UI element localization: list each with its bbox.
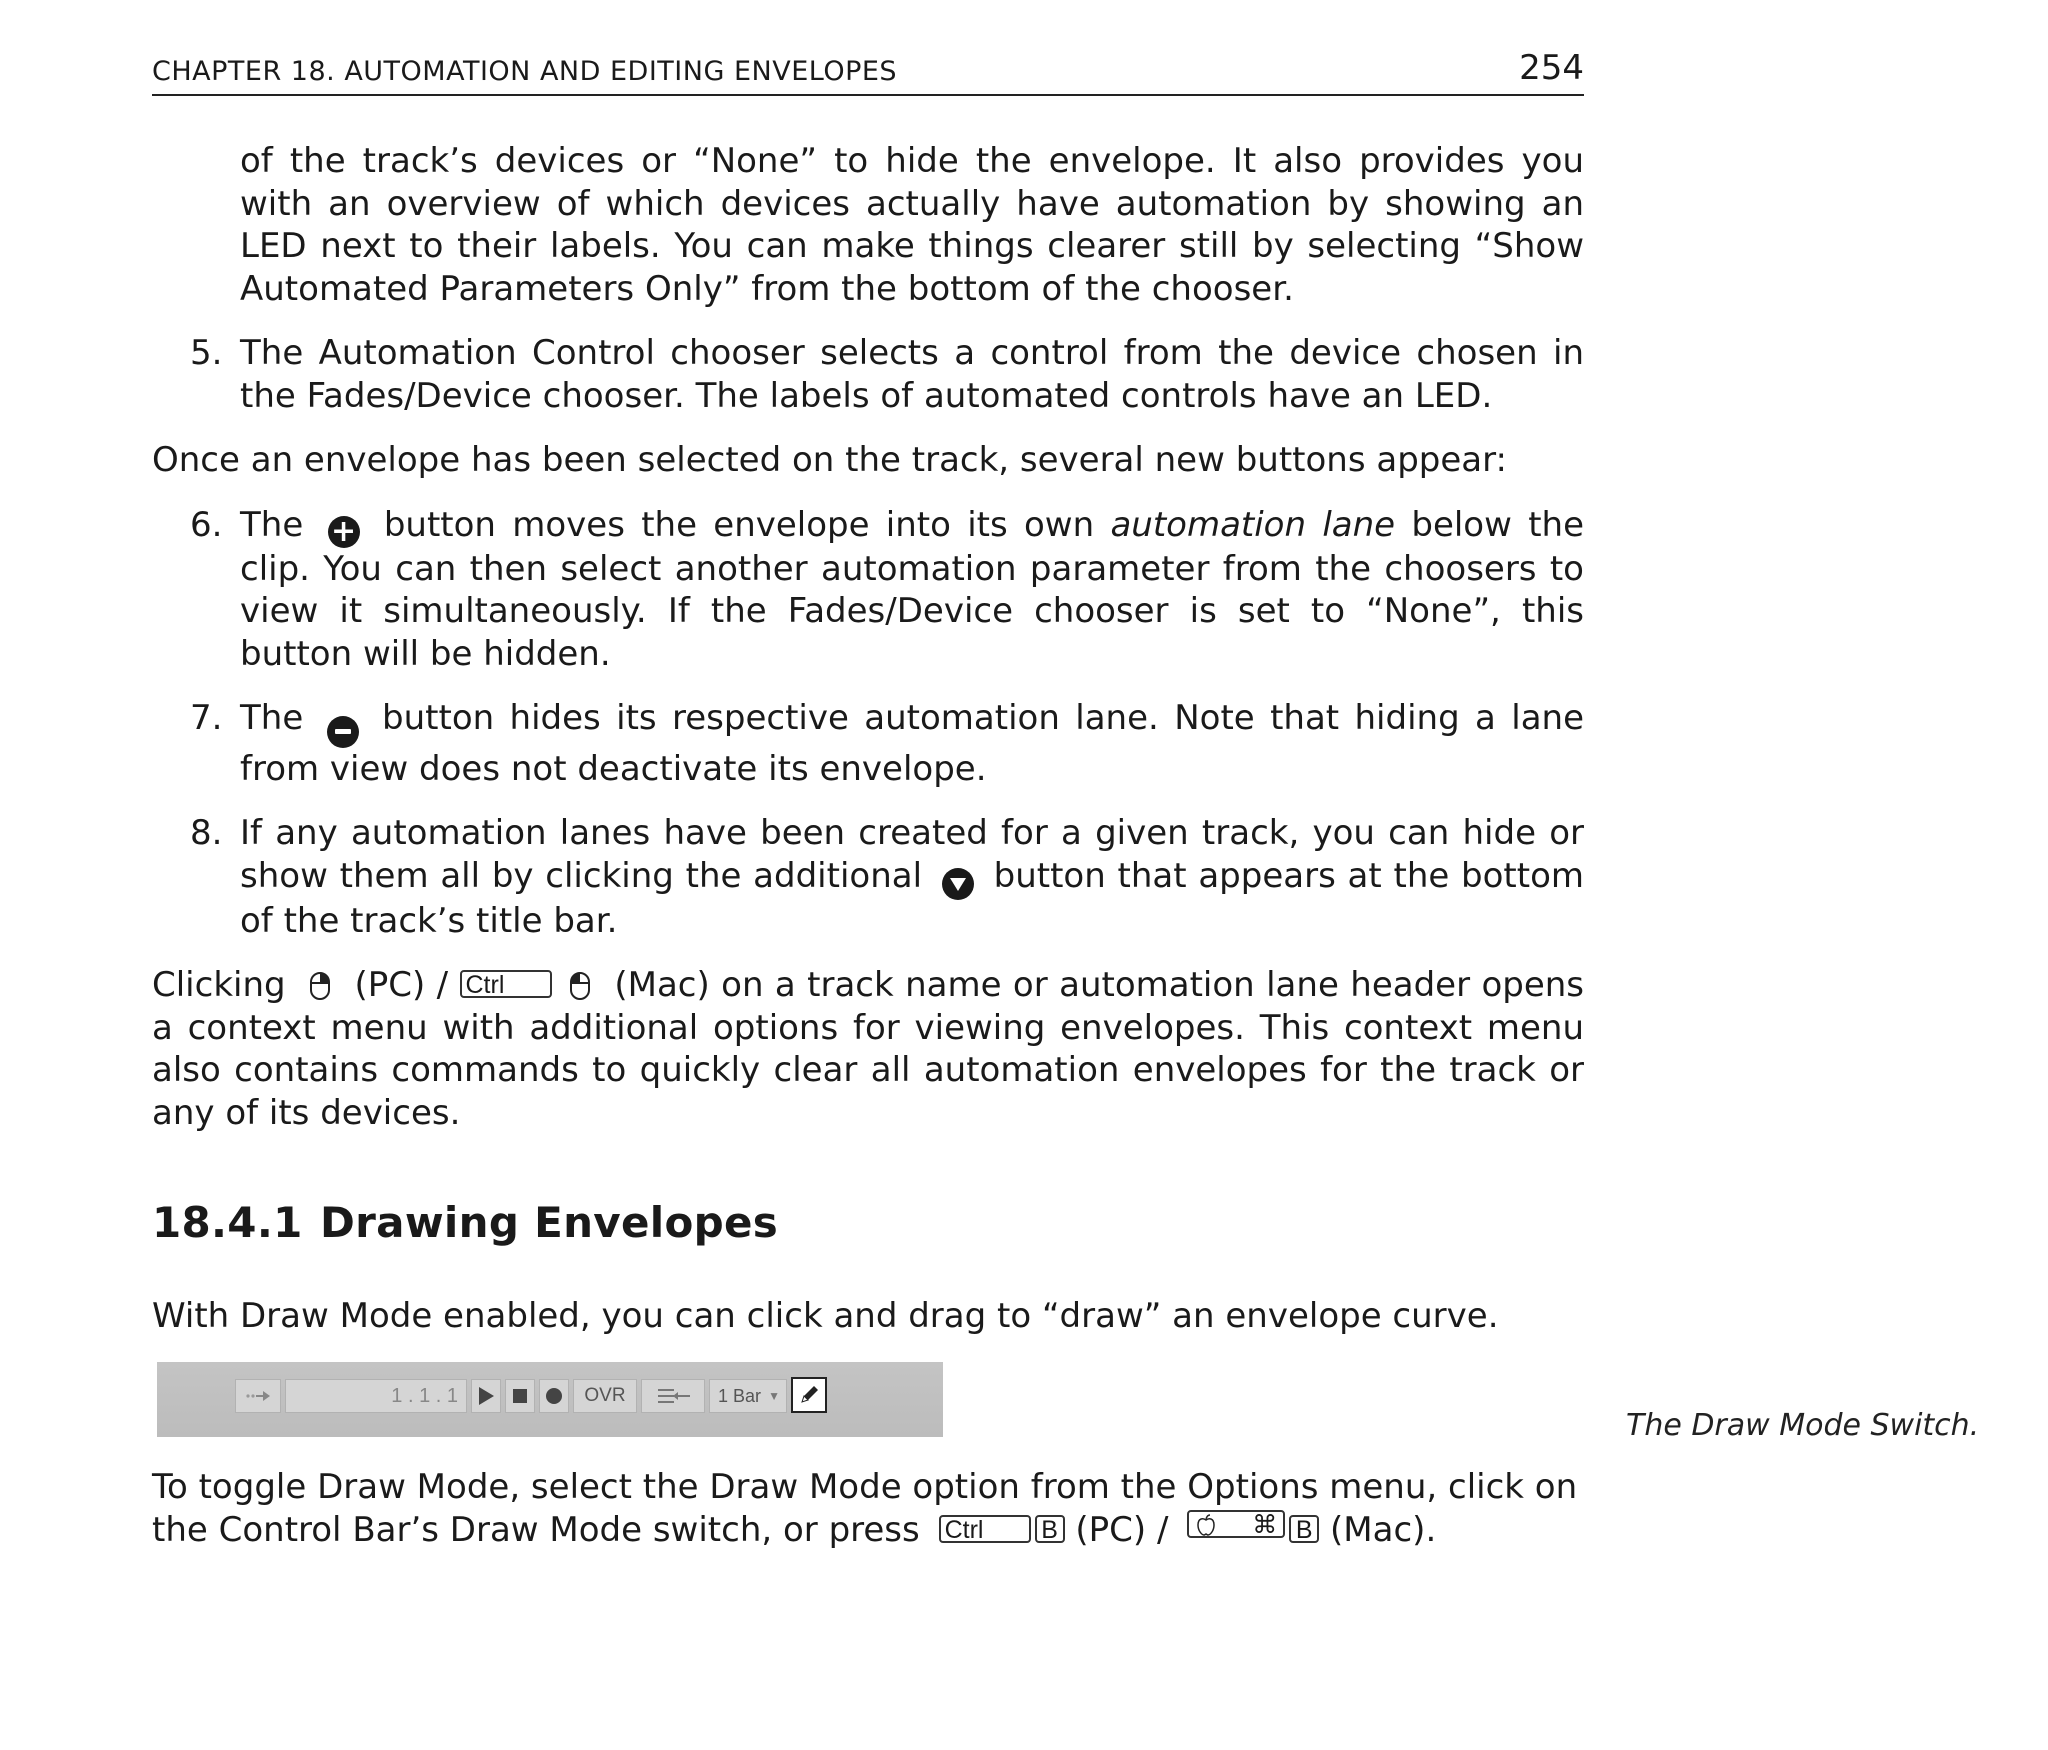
item-text: The bbox=[240, 504, 304, 545]
apple-icon bbox=[1195, 1513, 1217, 1537]
command-symbol: ⌘ bbox=[1252, 1510, 1278, 1539]
follow-arrow-icon bbox=[235, 1379, 281, 1413]
item-number: 7. bbox=[190, 698, 223, 738]
list-item-5 bbox=[152, 332, 1584, 417]
item-text: Clicking bbox=[152, 965, 286, 1005]
command-key bbox=[1187, 1510, 1285, 1538]
triangle-down-circle-icon bbox=[942, 868, 974, 900]
paragraph-draw-mode: With Draw Mode enabled, you can click and drag to “draw” an envelope curve. bbox=[152, 1296, 1499, 1336]
item-text: button hides its respective automation lane. Note that hiding a lane from view does not deactivate its envelope. bbox=[240, 698, 1585, 789]
overdub-button: OVR bbox=[573, 1379, 637, 1413]
body-text bbox=[152, 140, 1584, 1156]
plus-circle-icon: + bbox=[328, 516, 360, 548]
item-text: The Automation Control chooser selects a control from the device chosen in the Fades/Device chooser. The labels of automated controls have an LED. bbox=[240, 333, 1584, 416]
item-text: (Mac). bbox=[1330, 1509, 1437, 1550]
item-number: 5. bbox=[190, 333, 223, 373]
running-header bbox=[152, 50, 1584, 96]
figure-caption: The Draw Mode Switch. bbox=[1626, 1408, 1980, 1443]
back-to-arrangement-icon bbox=[641, 1379, 705, 1413]
item-text: (PC) / bbox=[354, 965, 449, 1005]
ctrl-key: Ctrl bbox=[460, 970, 552, 998]
b-key: B bbox=[1289, 1515, 1319, 1543]
item-text: of the track’s devices or “None” to hide the envelope. It also provides you with an overview of which devices actually have automation by showing an LED next to their labels. You can make things clearer still by selecting “Show Automated Parameters Only” from the bottom of the chooser. bbox=[240, 141, 1584, 309]
arrangement-position-field: 1 . 1 . 1 bbox=[285, 1379, 467, 1413]
chapter-title: CHAPTER 18. AUTOMATION AND EDITING ENVELOPES bbox=[152, 56, 898, 87]
list-item-8 bbox=[152, 812, 1584, 942]
record-icon bbox=[539, 1379, 569, 1413]
page-number: 254 bbox=[1519, 48, 1584, 88]
item-text: If any automation lanes have been created for a given track, you can hide or show them all by clicking the additional bbox=[240, 813, 1584, 896]
paragraph-context-menu bbox=[152, 964, 1584, 1134]
ctrl-key: Ctrl bbox=[939, 1515, 1031, 1543]
quantization-chooser bbox=[709, 1379, 787, 1413]
section-heading bbox=[152, 1198, 778, 1247]
b-key: B bbox=[1035, 1515, 1065, 1543]
quantization-label: 1 Bar bbox=[718, 1386, 762, 1406]
stop-icon bbox=[505, 1379, 535, 1413]
item-number: 8. bbox=[190, 813, 223, 853]
item-text: button that appears at the bottom of the track’s title bar. bbox=[240, 855, 1585, 941]
chevron-down-icon: ▼ bbox=[768, 1389, 780, 1403]
section-number: 18.4.1 bbox=[152, 1198, 303, 1247]
section-title: Drawing Envelopes bbox=[320, 1198, 779, 1247]
list-item-7 bbox=[152, 697, 1584, 790]
list-item-4-continuation bbox=[152, 140, 1584, 310]
pencil-icon bbox=[791, 1377, 827, 1413]
paragraph-envelope-selected: Once an envelope has been selected on the track, several new buttons appear: bbox=[152, 440, 1507, 480]
item-text: The bbox=[240, 698, 304, 738]
mouse-button-icon bbox=[569, 971, 591, 1001]
play-icon bbox=[471, 1379, 501, 1413]
list-item-6 bbox=[152, 504, 1584, 676]
item-number: 6. bbox=[190, 504, 223, 545]
item-text: button moves the envelope into its own bbox=[383, 504, 1095, 545]
right-mouse-button-icon bbox=[309, 971, 331, 1001]
item-text: below the clip. You can then select another automation parameter from the choosers to view it simultaneously. If the Fades/Device chooser is set to “None”, this button will be hidden. bbox=[240, 504, 1584, 674]
minus-circle-icon bbox=[327, 716, 359, 748]
item-text: (PC) / bbox=[1075, 1509, 1169, 1550]
item-text: (Mac) on a track name or automation lane header opens a context menu with additional options for viewing envelopes. This context menu also contains commands to quickly clear all automation envelopes for the track or any of its devices. bbox=[152, 965, 1585, 1133]
item-text: To toggle Draw Mode, select the Draw Mode option from the Options menu, click on the Control Bar’s Draw Mode switch, or press bbox=[152, 1467, 1578, 1550]
emphasis-automation-lane: automation lane bbox=[1110, 504, 1396, 545]
control-bar-screenshot bbox=[157, 1362, 943, 1437]
paragraph-toggle-draw-mode bbox=[152, 1466, 1584, 1551]
